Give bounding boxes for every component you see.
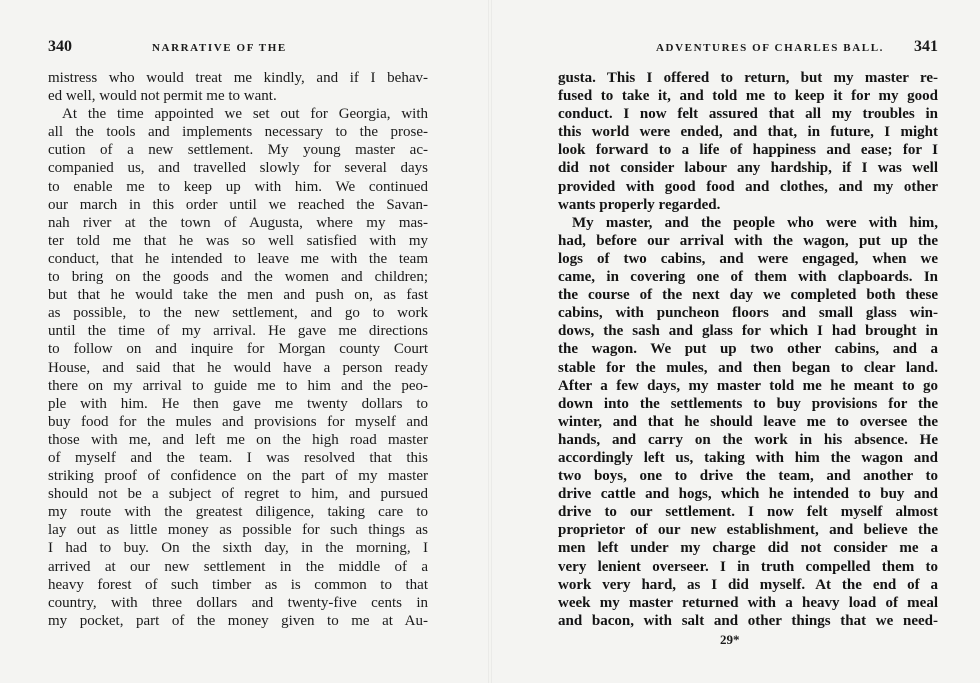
text-line: cution of a new settlement. My young master ac- xyxy=(48,142,428,159)
text-line: there on my arrival to guide me to him and the peo- xyxy=(48,377,428,394)
text-line: accordingly left us, taking with him the wagon and xyxy=(558,449,938,466)
text-line: all the tools and implements necessary to the prose- xyxy=(48,124,428,141)
text-line: proprietor of our new establishment, and believe the xyxy=(558,522,938,539)
text-line: ed well, would not permit me to want. xyxy=(48,88,277,105)
text-line: to follow on and inquire for Morgan county Court xyxy=(48,341,428,358)
text-line: I had to buy. On the sixth day, in the morning, I xyxy=(48,540,428,557)
text-line: ple with him. He then gave me twenty dollars to xyxy=(48,395,428,412)
right-running-head: ADVENTURES OF CHARLES BALL. xyxy=(656,42,884,54)
left-page-number: 340 xyxy=(48,38,72,55)
text-line: came, in covering one of them with clapboards. In xyxy=(558,269,938,286)
text-line: arrived at our new settlement in the middle of a xyxy=(48,558,428,575)
text-line: heavy forest of such timber as is common to that xyxy=(48,576,428,593)
text-line: My master, and the people who were with him, xyxy=(572,214,938,231)
text-line: ter told me that he was so well satisfied with my xyxy=(48,232,428,249)
text-line: to enable me to keep up with him. We continued xyxy=(48,178,428,195)
text-line: this world were ended, and that, in future, I might xyxy=(558,124,938,141)
text-line: fused to take it, and told me to keep it for my good xyxy=(558,88,938,105)
text-line: House, and said that he would have a person ready xyxy=(48,359,428,376)
text-line: and bacon, with salt and other things that we need- xyxy=(558,612,938,629)
text-line: drive to our settlement. I now felt myself almost xyxy=(558,504,938,521)
right-page xyxy=(490,0,980,683)
text-line: hands, and carry on the work in his absence. He xyxy=(558,431,938,448)
left-header xyxy=(48,38,428,62)
text-line: the wagon. We put up two other cabins, and a xyxy=(558,341,938,358)
text-line: wants properly regarded. xyxy=(558,196,721,213)
text-line: as possible, to the new settlement, and go to work xyxy=(48,305,428,322)
text-line: provided with good food and clothes, and my other xyxy=(558,178,938,195)
text-line: dows, the sash and glass for which I had brought in xyxy=(558,323,938,340)
text-line: to bring on the goods and the women and children; xyxy=(48,269,428,286)
right-header xyxy=(558,38,938,62)
text-line: week my master returned with a heavy load of meal xyxy=(558,594,938,611)
left-running-head: NARRATIVE OF THE xyxy=(152,42,287,54)
text-line: cabins, with puncheon floors and small glass win- xyxy=(558,305,938,322)
text-line: gusta. This I offered to return, but my master re- xyxy=(558,70,938,86)
text-line: logs of two cabins, and were engaged, when we xyxy=(558,250,938,267)
text-line: companied us, and travelled slowly for several days xyxy=(48,160,428,177)
text-line: mistress who would treat me kindly, and if I behav- xyxy=(48,70,428,86)
text-line: down into the settlements to buy provisions for the xyxy=(558,395,938,412)
text-line: country, with three dollars and twenty-five cents in xyxy=(48,594,428,611)
text-line: had, before our arrival with the wagon, put up the xyxy=(558,232,938,249)
text-line: striking proof of confidence on the part of my master xyxy=(48,468,428,485)
text-line: my route with the greatest diligence, taking care to xyxy=(48,504,428,521)
text-line: my pocket, part of the money given to me at Au- xyxy=(48,612,428,629)
text-line: men left under my charge did not consider me a xyxy=(558,540,938,557)
text-line: did not consider labour any hardship, if I was well xyxy=(558,160,938,177)
text-line: After a few days, my master told me he meant to go xyxy=(558,377,938,394)
text-line: lay out as little money as possible for such things as xyxy=(48,522,428,539)
text-line: nah river at the town of Augusta, where my mas- xyxy=(48,214,428,231)
signature-mark: 29* xyxy=(720,632,740,647)
text-line: work very hard, as I did myself. At the end of a xyxy=(558,576,938,593)
right-page-number: 341 xyxy=(914,38,938,55)
text-line: buy food for the mules and provisions for myself and xyxy=(48,413,428,430)
text-line: of myself and the team. I was resolved that this xyxy=(48,449,428,466)
text-line: conduct, that he intended to leave me with the team xyxy=(48,250,428,267)
left-page-text xyxy=(48,69,428,630)
text-line: two boys, one to drive the team, and another to xyxy=(558,468,938,485)
text-line: the course of the next day we completed both these xyxy=(558,287,938,304)
text-line: conduct. I now felt assured that all my troubles in xyxy=(558,106,938,123)
text-line: until the time of my arrival. He gave me directions xyxy=(48,323,428,340)
text-line: those with me, and left me on the high road master xyxy=(48,431,428,448)
text-line: but that he would take the men and push on, as fast xyxy=(48,287,428,304)
right-page-text xyxy=(558,69,938,630)
text-line: our march in this order until we reached the Savan- xyxy=(48,196,428,213)
text-line: very lenient overseer. I in truth compelled them to xyxy=(558,558,938,575)
text-line: look forward to a life of happiness and ease; for I xyxy=(558,142,938,159)
text-line: At the time appointed we set out for Georgia, with xyxy=(62,106,428,123)
text-line: winter, and that he should leave me to oversee the xyxy=(558,413,938,430)
text-line: should not be a subject of regret to him, and pursued xyxy=(48,486,428,503)
text-line: drive cattle and hogs, which he intended to buy and xyxy=(558,486,938,503)
text-line: stable for the mules, and then began to clear land. xyxy=(558,359,938,376)
